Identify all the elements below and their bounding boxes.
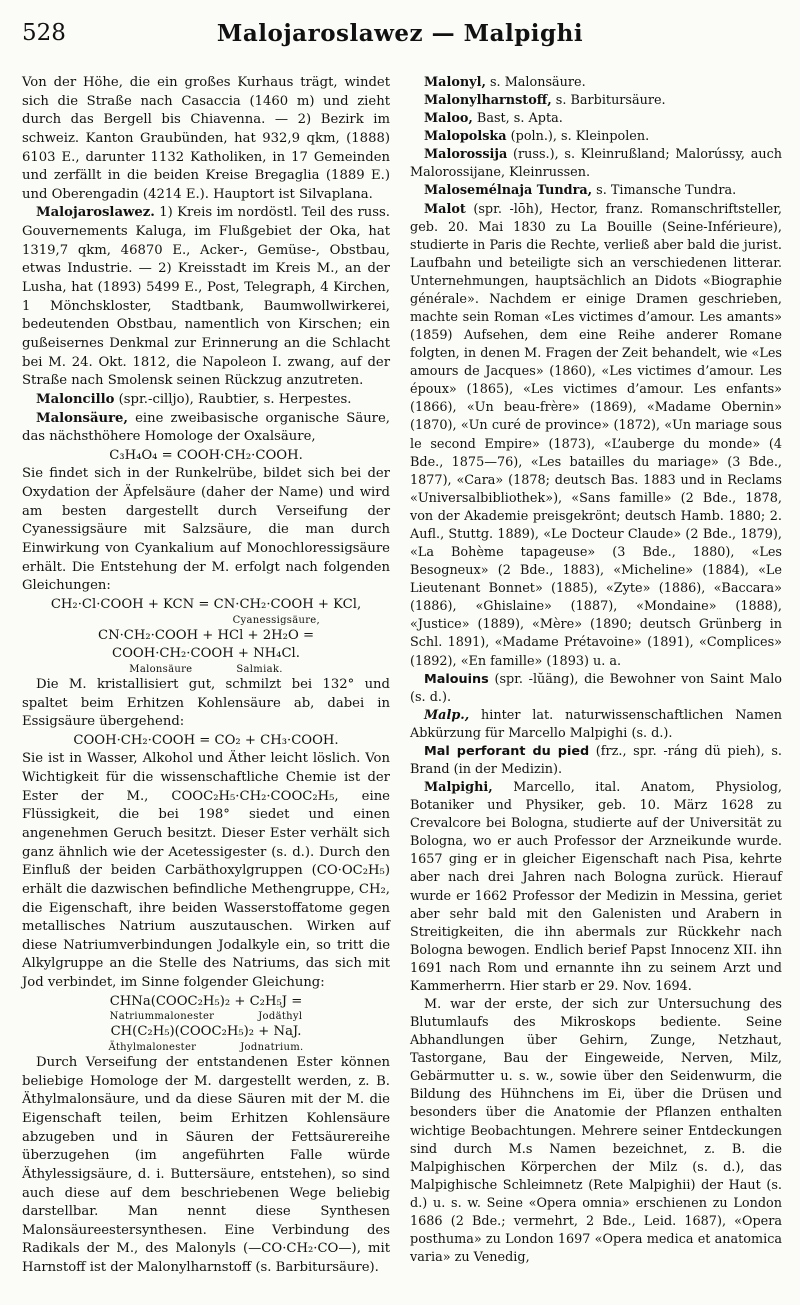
entry-text: (russ.), s. Kleinrußland; Malorússy, auch Malorossijane, Kleinrussen. (410, 147, 782, 181)
headword: Malpighi, (424, 780, 493, 796)
entry-malpighi (410, 779, 782, 996)
entry-maloo (410, 110, 782, 128)
entry-text: eine zweibasische organische Säure, das nächsthöhere Homologe der Oxalsäure, (22, 410, 390, 445)
running-head: Malojaroslawez — Malpighi (216, 20, 584, 47)
caption-part: Malonsäure (129, 663, 193, 675)
formula-caption (22, 1011, 390, 1022)
formula: COOH·CH₂·COOH + NH₄Cl. (112, 646, 300, 662)
entry-maloncillo (22, 391, 390, 410)
headword: Maloo, (424, 111, 473, 127)
paragraph: Von der Höhe, die ein großes Kurhaus trägt, windet sich die Straße nach Casaccia (1460 m) und zieht durch das Bergell bis Chiavenna. — 2) Bezirk im schweiz. Kanton Graubünden, hat 932,9 qkm, (1888) 6103 E., darunter 1132 Katholiken, in 17 Gemeinden und zerfällt in die beiden Kreise Bregaglia (1889 E.) und Oberengadin (4214 E.). Hauptort ist Silvaplana. (22, 75, 390, 202)
entry-text: Marcello, ital. Anatom, Physiolog, Botaniker und Physiker, geb. 10. März 1628 zu Crevalcore bei Bologna, studierte auf der Universität zu Bologna, wo er auch Professor der Arzneikunde wurde. 1657 ging er in gleicher Eigenschaft nach Pisa, kehrte aber nach drei Jahren nach Bologna zurück. Hierauf wurde er 1662 Professor der Medizin in Messina, geriet aber sehr bald mit den Galenisten und Arabern in Streitigkeiten, die ihn abermals zur Rückkehr nach Bologna bewogen. Endlich berief Papst Innocenz XII. ihn 1691 nach Rom und ernannte ihn zu seinem Arzt und Kammerherrn. Hier starb er 29. Nov. 1694. (410, 780, 782, 994)
entry-text: (spr.-cilljo), Raubtier, s. Herpestes. (114, 391, 352, 407)
entry-malonsaeure (22, 410, 390, 447)
page-number: 528 (22, 20, 66, 46)
entry-text: s. Timansche Tundra. (592, 183, 737, 199)
entry-malorossija (410, 146, 782, 182)
entry-malp (410, 707, 782, 743)
formula-caption (22, 664, 390, 675)
formula: CH₂·Cl·COOH + KCN = CN·CH₂·COOH + KCl, (50, 596, 362, 612)
formula-caption: Cyanessigsäure, (232, 614, 320, 626)
entry-text: (spr. -lŭäng), die Bewohner von Saint Malo (s. d.). (410, 671, 782, 705)
entry-malonyl (410, 74, 782, 92)
left-column (22, 74, 390, 1278)
entry-malot (410, 201, 782, 671)
headword: Malojaroslawez. (36, 205, 155, 221)
headword: Malorossija (424, 147, 508, 163)
caption-part: Natriummalonester (109, 1011, 215, 1023)
entry-malouins (410, 671, 782, 707)
entry-malopolska (410, 128, 782, 146)
paragraph: Sie findet sich in der Runkelrübe, bildet sich bei der Oxydation der Äpfelsäure (daher der Name) und wird am besten dargestellt durch Verseifung der Cyanessigsäure mit Salzsäure, die man durch Einwirkung von Cyankalium auf Monochloressigsäure erhält. Die Entstehung der M. erfolgt nach folgenden Gleichungen: (22, 466, 390, 594)
entry-malonylharnstoff (410, 92, 782, 110)
formula: CH(C₂H₅)(COOC₂H₅)₂ + NaJ. (110, 1024, 302, 1040)
entry-mal-perforant (410, 743, 782, 779)
entry-text: Bast, s. Apta. (472, 111, 563, 127)
formula: C₃H₄O₄ = COOH·CH₂·COOH. (109, 447, 303, 463)
headword: Malosemélnaja Tundra, (424, 183, 593, 199)
entry-text: hinter lat. naturwissenschaftlichen Namen Abkürzung für Marcello Malpighi (s. d.). (410, 707, 782, 741)
entry-text: s. Malonsäure. (485, 75, 586, 90)
caption-part: Äthylmalonester (108, 1042, 197, 1054)
formula: CHNa(COOC₂H₅)₂ + C₂H₅J = (109, 993, 303, 1009)
formula-caption (22, 1042, 390, 1053)
entry-text: 1) Kreis im nordöstl. Teil des russ. Gouvernements Kaluga, im Flußgebiet der Oka, hat 1319,7 qkm, 46870 E., Acker-, Gemüse-, Obstbau, etwas Industrie. — 2) Kreisstadt im Kreis M., an der Lusha, hat (1893) 5499 E., Post, Telegraph, 4 Kirchen, 1 Mönchskloster, Stadtbank, Baumwollwirkerei, bedeutenden Obstbau, namentlich von Kirschen; ein gußeisernes Denkmal zur Erinnerung an die Schlacht bei M. 24. Okt. 1812, die Napoleon I. zwang, auf der Straße nach Smolensk seinen Rückzug anzutreten. (22, 205, 390, 389)
caption-part: Salmiak. (236, 663, 283, 675)
page-header (22, 14, 778, 54)
headword: Maloncillo (36, 391, 115, 407)
caption-part: Jodnatrium. (240, 1042, 304, 1054)
entry-text: (poln.), s. Kleinpolen. (506, 129, 650, 145)
entry-malosemelnaja-tundra (410, 182, 782, 200)
headword: Malouins (424, 671, 489, 687)
headword: Mal perforant du pied (424, 743, 590, 759)
headword: Malot (424, 201, 466, 217)
formula: COOH·CH₂·COOH = CO₂ + CH₃·COOH. (73, 732, 339, 748)
paragraph: Durch Verseifung der entstandenen Ester können beliebige Homologe der M. dargestellt werden, z. B. Äthylmalonsäure, und da diese Säuren mit der M. die Eigenschaft teilen, beim Erhitzen Kohlensäure abzugeben und in Säuren der Fettsäurereihe überzugehen (im angeführten Falle würde Äthylessigsäure, d. i. Buttersäure, entstehen), so sind auch diese auf dem beschriebenen Wege beliebig darstellbar. Man nennt diese Synthesen Malonsäureestersynthesen. Eine Verbindung des Radikals der M., des Malonyls (—CO·CH₂·CO—), mit Harnstoff ist der Malonylharnstoff (s. Barbitursäure). (22, 1055, 390, 1276)
paragraph: M. war der erste, der sich zur Untersuchung des Blutumlaufs des Mikroskops bediente. Seine Abhandlungen über Gehirn, Zunge, Netzhaut, Tastorgane, Bau der Eingeweide, Nerven, Milz, Gebärmutter u. s. w., sowie über den Seidenwurm, die Bildung des Hühnchens im Ei, über die Drüsen und besonders über die Anatomie der Pflanzen enthalten wichtige Beobachtungen. Mehrere seiner Entdeckungen sind durch M.s Namen bezeichnet, z. B. die Malpighischen Körperchen der Milz (s. d.), das Malpighische Schleimnetz (Rete Malpighii) der Haut (s. d.) u. s. w. Seine «Opera omnia» erschienen zu London 1686 (2 Bde.; vermehrt, 2 Bde., Leid. 1687), «Opera posthuma» zu London 1697 «Opera medica et anatomica varia» zu Venedig, (410, 996, 782, 1266)
paragraph: Sie ist in Wasser, Alkohol und Äther leicht löslich. Von Wichtigkeit für die wissenschaftliche Chemie ist der Ester der M., COOC₂H₅·CH₂·COOC₂H₅, eine Flüssigkeit, die bei 198° siedet und einen angenehmen Geruch besitzt. Dieser Ester verhält sich ganz ähnlich wie der Acetessigester (s. d.). Durch den Einfluß der beiden Carbäthoxylgruppen (CO·OC₂H₅) erhält die dazwischen befindliche Methengruppe, CH₂, die Eigenschaft, ihre beiden Wasserstoffatome gegen metallisches Natrium auszutauschen. Wirken auf diese Natriumverbindungen Jodalkyle ein, so tritt die Alkylgruppe an die Stelle des Natriums, das sich mit Jod verbindet, im Sinne folgender Gleichung: (22, 751, 390, 991)
headword: Malonyl, (424, 75, 486, 90)
headword: Malonsäure, (36, 410, 129, 426)
paragraph: Die M. kristallisiert gut, schmilzt bei 132° und spaltet beim Erhitzen Kohlensäure ab, dabei in Essigsäure übergehend: (22, 676, 390, 730)
caption-part: Jodäthyl (258, 1011, 303, 1023)
entry-malojaroslawez (22, 204, 390, 390)
entry-text: s. Barbitursäure. (551, 93, 666, 109)
headword: Malopolska (424, 129, 507, 145)
entry-text: (frz., spr. -ráng dü pieh), s. Brand (in der Medizin). (410, 743, 782, 777)
headword: Malonylharnstoff, (424, 93, 552, 109)
headword: Malp., (424, 707, 470, 723)
formula: CN·CH₂·COOH + HCl + 2H₂O = (97, 627, 314, 643)
right-column (410, 74, 782, 1267)
entry-text: (spr. -lōh), Hector, franz. Romanschriftsteller, geb. 20. Mai 1830 zu La Bouille (Seine-Inférieure), studierte in Paris die Rechte, verließ aber bald die jurist. Laufbahn und beteiligte sich an verschiedenen litterar. Unternehmungen, hauptsächlich an Didots «Biographie générale». Nachdem er einige Dramen geschrieben, machte sein Roman «Les victimes d’amour. Les amants» (1859) Aufsehen, dem eine Reihe anderer Romane folgten, in denen M. Fragen der Zeit behandelt, wie «Les amours de Jacques» (1860), «Les victimes d’amour. Les époux» (1865), «Les victimes d’amour. Les enfants» (1866), «Un beau-frère» (1869), «Madame Obernin» (1870), «Un curé de province» (1872), «Un mariage sous le second Empire» (1873), «L’auberge du monde» (4 Bde., 1875—76), «Les batailles du mariage» (3 Bde., 1877), «Cara» (1878; deutsch Bas. 1883 und in Reclams «Universalbibliothek»), «Sans famille» (2 Bde., 1878, von der Akademie preisgekrönt; deutsch Hamb. 1880; 2. Aufl., Stuttg. 1889), «Le Docteur Claude» (2 Bde., 1879), «La Bohème tapageuse» (3 Bde., 1880), «Les Besogneux» (2 Bde., 1883), «Micheline» (1884), «Le Lieutenant Bonnet» (1885), «Zyte» (1886), «Baccara» (1886), «Ghislaine» (1887), «Mondaine» (1888), «Justice» (1889), «Mère» (1890; deutsch Grünberg in Schl. 1891), «Madame Prétavoine» (1891), «Complices» (1892), «En famille» (1893) u. a. (410, 201, 782, 669)
